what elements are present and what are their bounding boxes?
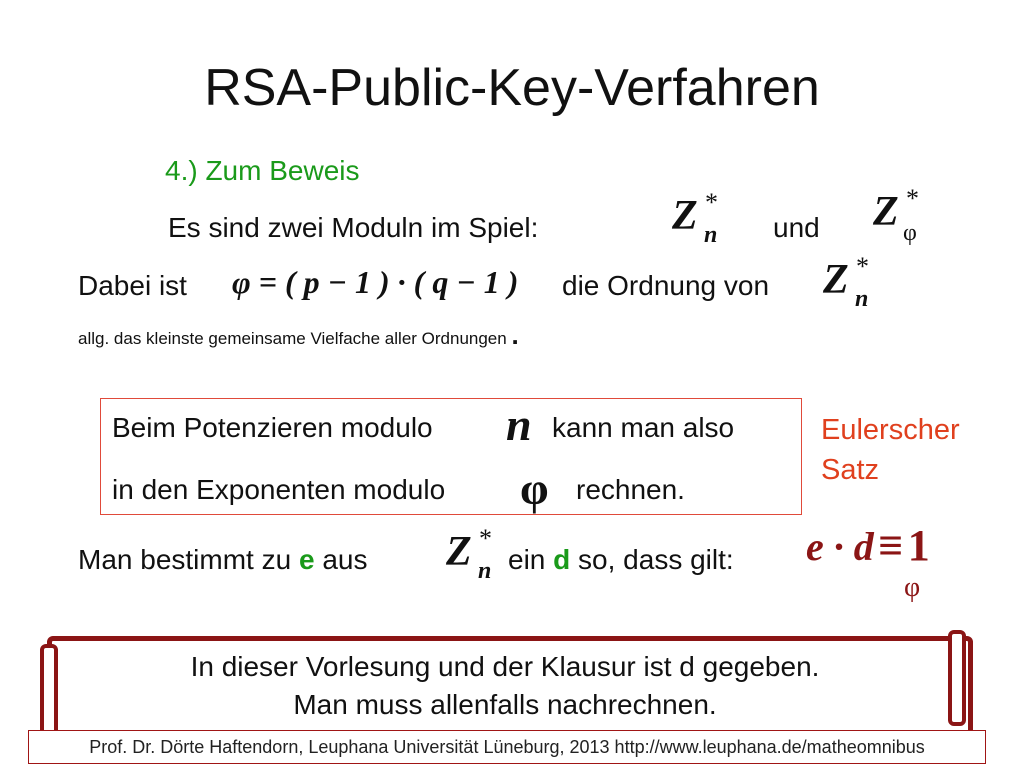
page-title: RSA-Public-Key-Verfahren <box>204 59 820 117</box>
lcm-note: allg. das kleinste gemeinsame Vielfache aller Ordnungen . <box>78 320 519 350</box>
box-var-n: n <box>506 399 532 450</box>
dabei-ist-label: Dabei ist <box>78 270 187 301</box>
zn-star-symbol-3: Z * n <box>446 524 492 584</box>
box-line2-b: rechnen. <box>576 474 685 505</box>
line-determine-d-end: ein d so, dass gilt: <box>508 544 734 575</box>
zn-star-symbol-2: Z * n <box>823 252 869 312</box>
and-word: und <box>773 212 820 243</box>
congruence-formula: e · d ≡ 1 <box>806 521 930 570</box>
scroll-right-curl <box>948 630 966 726</box>
zphi-star-symbol: Z * φ <box>873 184 919 246</box>
box-var-phi: φ <box>520 463 549 514</box>
box-line2-a: in den Exponenten modulo <box>112 474 446 505</box>
order-label: die Ordnung von <box>562 270 770 301</box>
scroll-text: In dieser Vorlesung und der Klausur ist d gegeben. Man muss allenfalls nachrechnen. <box>190 651 820 720</box>
euler-label: Eulerscher Satz <box>821 414 960 486</box>
scroll-left-curl <box>40 644 58 740</box>
box-line1-a: Beim Potenzieren modulo <box>112 412 433 443</box>
phi-formula: φ = ( p − 1 ) · ( q − 1 ) <box>232 264 519 300</box>
section-heading: 4.) Zum Beweis <box>165 155 360 186</box>
box-line1-b: kann man also <box>552 412 735 443</box>
congruence-modulus: φ <box>904 572 921 603</box>
line-two-moduli: Es sind zwei Moduln im Spiel: <box>168 212 539 243</box>
line-determine-d: Man bestimmt zu e aus <box>78 544 368 575</box>
footer-credit: Prof. Dr. Dörte Haftendorn, Leuphana Universität Lüneburg, 2013 http://www.leuphana.de/matheomnibus <box>28 730 986 764</box>
zn-star-symbol: Z * n <box>672 188 718 248</box>
